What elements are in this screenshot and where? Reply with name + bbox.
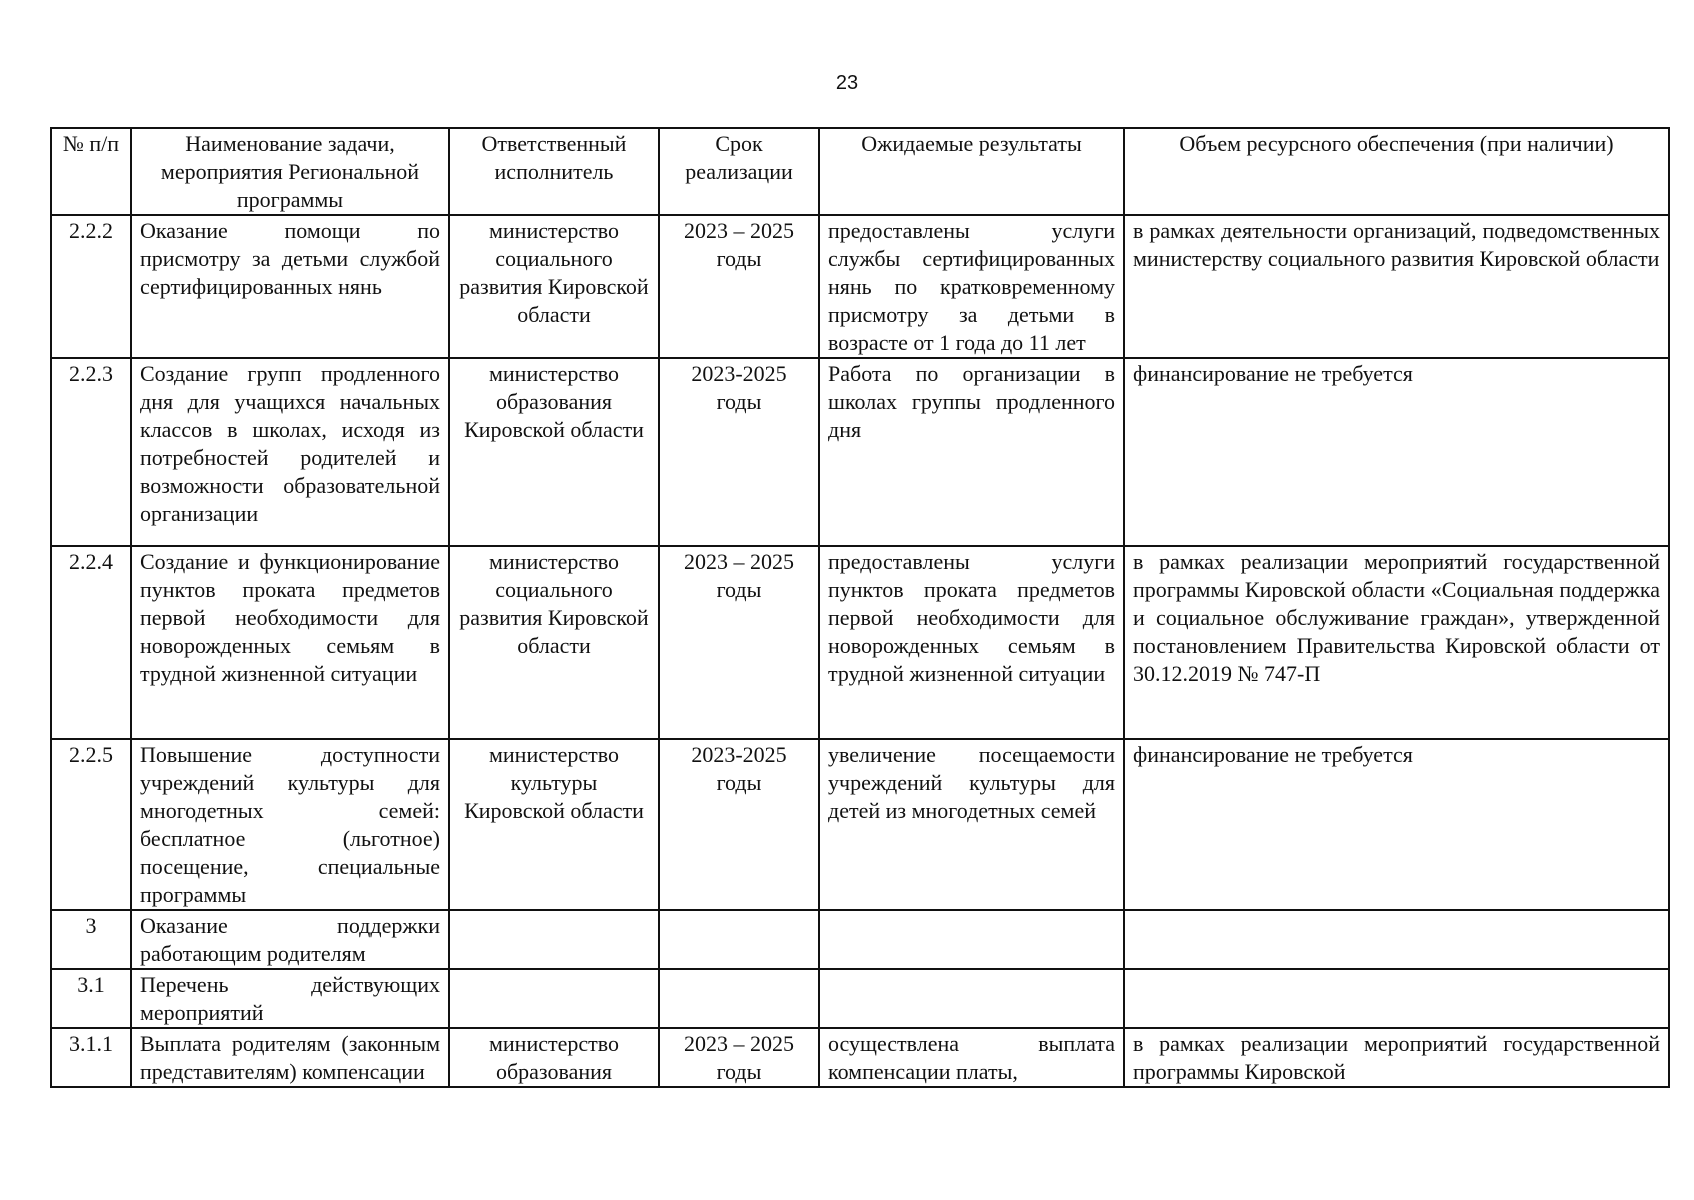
row-results [819,910,1124,969]
row-results [819,969,1124,1028]
row-task: Создание и функционирование пунктов проката предметов первой необходимости для новорожденных семьям в трудной жизненной ситуации [131,546,449,739]
header-executor: Ответственный исполнитель [449,128,659,215]
table-row [51,215,1669,358]
row-term: 2023-2025 годы [659,739,819,910]
row-term: 2023-2025 годы [659,358,819,546]
row-number: 2.2.3 [51,358,131,546]
row-results: осуществлена выплата компенсации платы, [819,1028,1124,1087]
row-task: Перечень действующих мероприятий [131,969,449,1028]
row-term: 2023 – 2025 годы [659,546,819,739]
row-term [659,910,819,969]
measures-table [50,127,1670,1088]
row-task: Повышение доступности учреждений культуры для многодетных семей: бесплатное (льготное) посещение, специальные программы [131,739,449,910]
row-number: 3.1 [51,969,131,1028]
row-funding [1124,969,1669,1028]
table-row [51,969,1669,1028]
row-number: 2.2.5 [51,739,131,910]
header-task: Наименование задачи, мероприятия Региональной программы [131,128,449,215]
row-results: предоставлены услуги службы сертифицированных нянь по кратковременному присмотру за детьми в возрасте от 1 года до 11 лет [819,215,1124,358]
row-executor [449,910,659,969]
row-number: 2.2.4 [51,546,131,739]
row-executor: министерство образования [449,1028,659,1087]
row-term [659,969,819,1028]
table-row [51,1028,1669,1087]
row-task: Оказание поддержки работающим родителям [131,910,449,969]
header-funding: Объем ресурсного обеспечения (при наличии) [1124,128,1669,215]
row-funding: в рамках реализации мероприятий государственной программы Кировской [1124,1028,1669,1087]
row-funding: финансирование не требуется [1124,358,1669,546]
row-term: 2023 – 2025 годы [659,215,819,358]
table-row [51,910,1669,969]
row-results: Работа по организации в школах группы продленного дня [819,358,1124,546]
table-header-row [51,128,1669,215]
row-executor: министерство культуры Кировской области [449,739,659,910]
row-funding: финансирование не требуется [1124,739,1669,910]
row-executor: министерство социального развития Кировской области [449,215,659,358]
row-task: Создание групп продленного дня для учащихся начальных классов в школах, исходя из потребностей родителей и возможности образовательной организации [131,358,449,546]
row-number: 3 [51,910,131,969]
row-number: 3.1.1 [51,1028,131,1087]
row-funding [1124,910,1669,969]
header-results: Ожидаемые результаты [819,128,1124,215]
row-task: Оказание помощи по присмотру за детьми службой сертифицированных нянь [131,215,449,358]
row-funding: в рамках деятельности организаций, подведомственных министерству социального развития Кировской области [1124,215,1669,358]
table-row [51,358,1669,546]
table-row [51,739,1669,910]
header-num: № п/п [51,128,131,215]
table-row [51,546,1669,739]
header-term: Срок реализации [659,128,819,215]
page-number: 23 [835,72,859,94]
row-number: 2.2.2 [51,215,131,358]
row-executor: министерство социального развития Кировской области [449,546,659,739]
row-term: 2023 – 2025 годы [659,1028,819,1087]
row-executor: министерство образования Кировской области [449,358,659,546]
row-results: увеличение посещаемости учреждений культуры для детей из многодетных семей [819,739,1124,910]
row-funding: в рамках реализации мероприятий государственной программы Кировской области «Социальная поддержка и социальное обслуживание граждан», утвержденной постановлением Правительства Кировской области от 30.12.2019 № 747-П [1124,546,1669,739]
row-task: Выплата родителям (законным представителям) компенсации [131,1028,449,1087]
row-results: предоставлены услуги пунктов проката предметов первой необходимости для новорожденных семьям в трудной жизненной ситуации [819,546,1124,739]
row-executor [449,969,659,1028]
